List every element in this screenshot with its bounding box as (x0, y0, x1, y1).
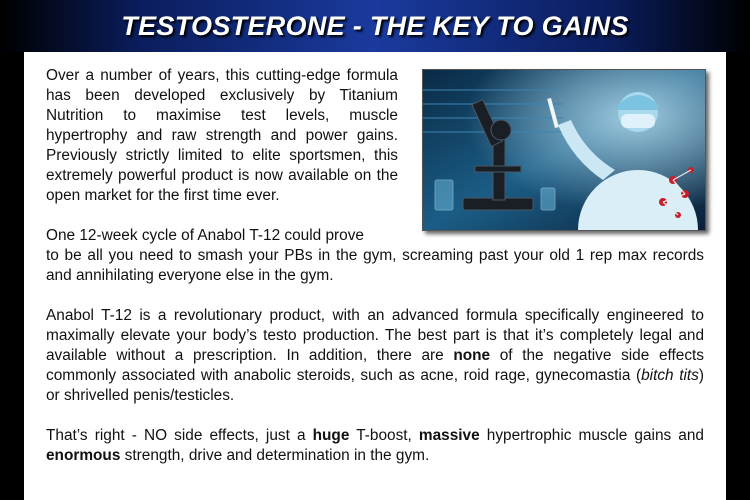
article-body (46, 66, 704, 486)
paragraph-2-line-1: One 12-week cycle of Anabol T-12 could prove (46, 227, 364, 244)
paragraph-2-rest: to be all you need to smash your PBs in the gym, screaming past your old 1 rep max records and annihilating everyone else in the gym. (46, 247, 704, 284)
paragraph-3-text-b: of the negative side effects commonly associated with anabolic steroids, such as acne, roid rage, gynecomastia ( (46, 347, 704, 384)
paragraph-3-italic: bitch tits (641, 367, 699, 384)
paragraph-4-text-a: That’s right - NO side effects, just a (46, 427, 313, 444)
paragraph-3 (46, 306, 704, 406)
page-title: TESTOSTERONE - THE KEY TO GAINS (121, 10, 629, 41)
paragraph-3-text-a: Anabol T-12 is a revolutionary product, with an advanced formula specifically engineered to maximally elevate your body’s testo production. The best part is that it’s completely legal and available without a prescription. In addition, there are (46, 307, 704, 364)
paragraph-1: Over a number of years, this cutting-edge formula has been developed exclusively by Titanium Nutrition to maximise test levels, muscle hypertrophy and raw strength and power gains. Previously strictly limited to elite sportsmen, this extremely powerful product is now available on the open market for the first time ever. (46, 67, 398, 204)
paragraph-3-text-c: ) or shrivelled penis/testicles. (46, 367, 704, 404)
paragraph-4-bold-huge: huge (312, 427, 350, 444)
paragraph-4-bold-enormous: enormous (46, 447, 121, 464)
content-panel (24, 52, 726, 500)
paragraph-4-text-b: T-boost, (349, 427, 419, 444)
paragraph-3-bold: none (453, 347, 491, 364)
paragraph-4-bold-massive: massive (418, 427, 480, 444)
paragraph-4 (46, 426, 704, 466)
paragraph-2 (46, 226, 704, 286)
paragraph-4-text-c: hypertrophic muscle gains and (479, 427, 704, 444)
paragraph-4-text-d: strength, drive and determination in the gym. (120, 447, 430, 464)
header-banner (0, 0, 750, 52)
